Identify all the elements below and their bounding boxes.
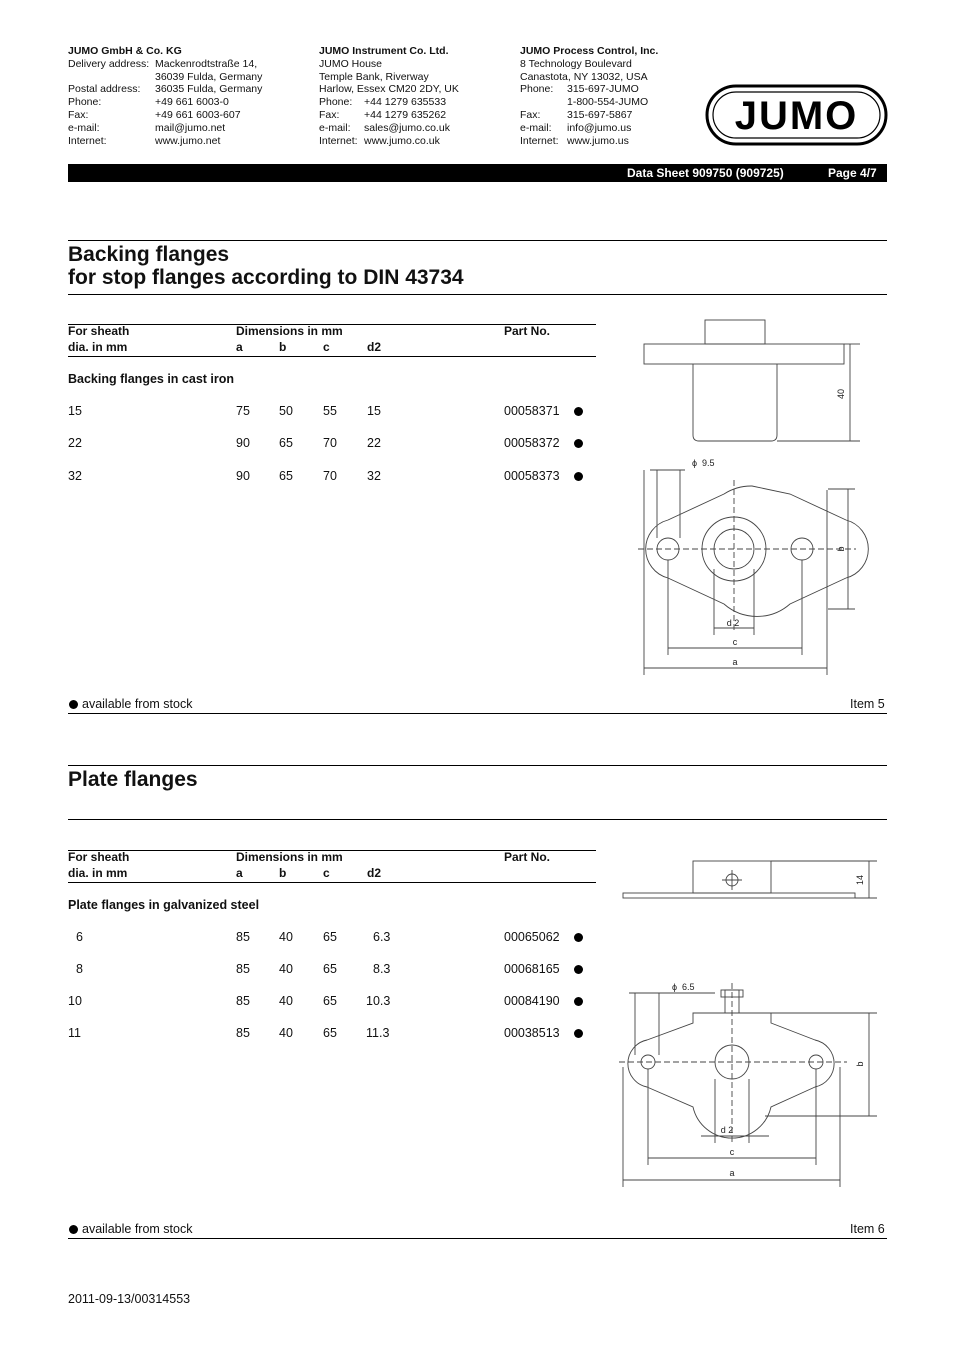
dim-a: a xyxy=(732,657,738,667)
cell-b: 40 xyxy=(279,930,293,944)
header-text: For sheath xyxy=(68,324,130,338)
stock-dot xyxy=(574,407,583,416)
stock-dot xyxy=(574,997,583,1006)
datasheet-bar xyxy=(68,164,887,182)
address-value: www.jumo.us xyxy=(567,134,629,147)
address-label xyxy=(520,96,567,109)
address-label: e-mail: xyxy=(68,121,100,134)
table-header-rule xyxy=(68,356,596,357)
cell-c: 70 xyxy=(323,469,337,483)
cell-part: 00058373 xyxy=(504,469,560,483)
address-value: 315-697-5867 xyxy=(567,108,633,121)
address-value: Harlow, Essex CM20 2DY, UK xyxy=(319,83,459,96)
address-value: mail@jumo.net xyxy=(155,121,226,134)
address-label: Fax: xyxy=(520,108,541,121)
cell-sheath: 8 xyxy=(76,962,83,976)
cell-a: 75 xyxy=(236,404,250,418)
address-value: Canastota, NY 13032, USA xyxy=(520,70,648,83)
cell-sheath: 10 xyxy=(68,994,82,1008)
item-label: Item 5 xyxy=(850,697,885,711)
page-number: Page 4/7 xyxy=(828,166,877,180)
cell-d2: 11.3 xyxy=(366,1026,390,1040)
col-header-b: b xyxy=(279,340,287,354)
stock-dot xyxy=(574,933,583,942)
address-value: 8 Technology Boulevard xyxy=(520,57,632,70)
section-divider xyxy=(68,240,887,241)
col-header-sheath xyxy=(68,323,129,355)
address-gmbh xyxy=(68,45,262,147)
col-header-a: a xyxy=(236,340,243,354)
section-title xyxy=(68,243,464,289)
cell-c: 65 xyxy=(323,930,337,944)
cell-sheath: 6 xyxy=(76,930,83,944)
section-divider xyxy=(68,1238,887,1239)
dim-b: b xyxy=(836,546,846,552)
address-label: Internet: xyxy=(520,134,559,147)
footer-code: 2011-09-13/00314553 xyxy=(68,1292,191,1306)
cell-part: 00058371 xyxy=(504,404,560,418)
cell-d2: 10.3 xyxy=(366,994,391,1008)
cell-c: 65 xyxy=(323,962,337,976)
address-value: 315-697-JUMO xyxy=(567,83,639,96)
item-label: Item 6 xyxy=(850,1222,885,1236)
legend-dot xyxy=(69,1225,78,1234)
hole-symbol: ϕ xyxy=(672,982,678,992)
cell-part: 00084190 xyxy=(504,994,560,1008)
cell-part: 00065062 xyxy=(504,930,560,944)
stock-dot xyxy=(574,439,583,448)
address-value: +49 661 6003-607 xyxy=(155,108,241,121)
col-header-d2: d2 xyxy=(367,340,382,354)
address-label: Fax: xyxy=(319,108,340,121)
cell-part: 00068165 xyxy=(504,962,560,976)
dim-b: b xyxy=(855,1061,865,1067)
section-title: Plate flanges xyxy=(68,768,198,791)
cell-a: 90 xyxy=(236,436,250,450)
cell-part: 00038513 xyxy=(504,1026,560,1040)
cell-d2: 22 xyxy=(367,436,381,450)
cell-sheath: 32 xyxy=(68,469,82,483)
dim-c: c xyxy=(729,1147,735,1157)
company-name: JUMO Instrument Co. Ltd. xyxy=(319,45,449,57)
stock-footnote: available from stock xyxy=(82,697,193,711)
cell-a: 85 xyxy=(236,930,250,944)
col-header-d2: d2 xyxy=(367,866,382,880)
dim-c: c xyxy=(732,637,738,647)
cell-b: 65 xyxy=(279,436,293,450)
cell-b: 40 xyxy=(279,962,293,976)
address-value: 36039 Fulda, Germany xyxy=(155,70,263,83)
dim-height: 40 xyxy=(836,388,846,400)
cell-c: 70 xyxy=(323,436,337,450)
address-label: Phone: xyxy=(520,83,554,96)
legend-dot xyxy=(69,700,78,709)
address-value: 1-800-554-JUMO xyxy=(567,96,649,109)
address-value: Mackenrodtstraße 14, xyxy=(155,57,258,70)
address-value: Temple Bank, Riverway xyxy=(319,70,429,83)
section-divider xyxy=(68,294,887,295)
logo-text: JUMO xyxy=(734,94,859,138)
col-header-part: Part No. xyxy=(504,324,551,338)
address-label: Delivery address: xyxy=(68,57,150,70)
header-text: For sheath xyxy=(68,850,130,864)
datasheet-number: Data Sheet 909750 (909725) xyxy=(627,166,784,180)
address-label: Phone: xyxy=(68,96,102,109)
col-header-b: b xyxy=(279,866,287,880)
col-header-a: a xyxy=(236,866,243,880)
company-name: JUMO Process Control, Inc. xyxy=(520,45,659,57)
address-value: www.jumo.co.uk xyxy=(364,134,440,147)
cell-c: 55 xyxy=(323,404,337,418)
cell-sheath: 11 xyxy=(68,1026,81,1040)
address-value: +49 661 6003-0 xyxy=(155,96,229,109)
address-value: +44 1279 635262 xyxy=(364,108,447,121)
dim-hole: 9.5 xyxy=(702,458,715,468)
address-label: Internet: xyxy=(68,134,107,147)
address-label: Phone: xyxy=(319,96,353,109)
stock-footnote: available from stock xyxy=(82,1222,193,1236)
dim-d2: d 2 xyxy=(720,1125,734,1135)
address-value: +44 1279 635533 xyxy=(364,96,447,109)
col-header-c: c xyxy=(323,340,330,354)
stock-dot xyxy=(574,472,583,481)
col-header-part: Part No. xyxy=(504,850,551,864)
cell-sheath: 22 xyxy=(68,436,82,450)
cell-c: 65 xyxy=(323,1026,337,1040)
section-divider xyxy=(68,819,887,820)
cell-c: 65 xyxy=(323,994,337,1008)
section-divider xyxy=(68,765,887,766)
cell-a: 85 xyxy=(236,994,250,1008)
address-value: JUMO House xyxy=(319,57,383,70)
title-line: Backing flanges xyxy=(68,243,230,266)
title-line: for stop flanges according to DIN 43734 xyxy=(68,266,464,289)
table-subheading: Plate flanges in galvanized steel xyxy=(68,898,260,912)
address-label xyxy=(68,71,155,84)
cell-a: 85 xyxy=(236,962,250,976)
plate-flange-drawing xyxy=(615,855,885,1190)
cell-sheath: 15 xyxy=(68,404,82,418)
address-us xyxy=(520,45,658,147)
cell-b: 40 xyxy=(279,994,293,1008)
dim-hole: 6.5 xyxy=(682,982,695,992)
address-value: info@jumo.us xyxy=(567,121,632,134)
address-label: e-mail: xyxy=(520,121,552,134)
hole-symbol: ϕ xyxy=(692,458,698,468)
company-name: JUMO GmbH & Co. KG xyxy=(68,45,182,57)
jumo-logo xyxy=(705,84,888,146)
cell-d2: 32 xyxy=(367,469,381,483)
address-label: Postal address: xyxy=(68,83,141,96)
col-header-dims: Dimensions in mm xyxy=(236,850,343,864)
stock-dot xyxy=(574,1029,583,1038)
address-label: Fax: xyxy=(68,108,89,121)
col-header-c: c xyxy=(323,866,330,880)
col-header-sheath xyxy=(68,849,129,881)
address-label: Internet: xyxy=(319,134,358,147)
address-uk xyxy=(319,45,459,147)
cell-d2: 6.3 xyxy=(373,930,391,944)
dim-d2: d 2 xyxy=(726,618,740,628)
stock-dot xyxy=(574,965,583,974)
section-divider xyxy=(68,713,887,714)
cell-d2: 8.3 xyxy=(373,962,391,976)
cell-d2: 15 xyxy=(367,404,381,418)
cell-part: 00058372 xyxy=(504,436,560,450)
address-value: www.jumo.net xyxy=(155,134,221,147)
header-text: dia. in mm xyxy=(68,866,128,880)
col-header-dims: Dimensions in mm xyxy=(236,324,343,338)
header-text: dia. in mm xyxy=(68,340,128,354)
cell-b: 65 xyxy=(279,469,293,483)
cell-b: 50 xyxy=(279,404,293,418)
dim-a: a xyxy=(729,1168,735,1178)
address-value: 36035 Fulda, Germany xyxy=(155,83,263,96)
dim-height: 14 xyxy=(855,874,865,886)
backing-flange-drawing xyxy=(630,310,890,680)
cell-a: 90 xyxy=(236,469,250,483)
address-label: e-mail: xyxy=(319,121,351,134)
cell-b: 40 xyxy=(279,1026,293,1040)
table-header-rule xyxy=(68,882,596,883)
table-subheading: Backing flanges in cast iron xyxy=(68,372,235,386)
address-value: sales@jumo.co.uk xyxy=(364,121,450,134)
cell-a: 85 xyxy=(236,1026,250,1040)
